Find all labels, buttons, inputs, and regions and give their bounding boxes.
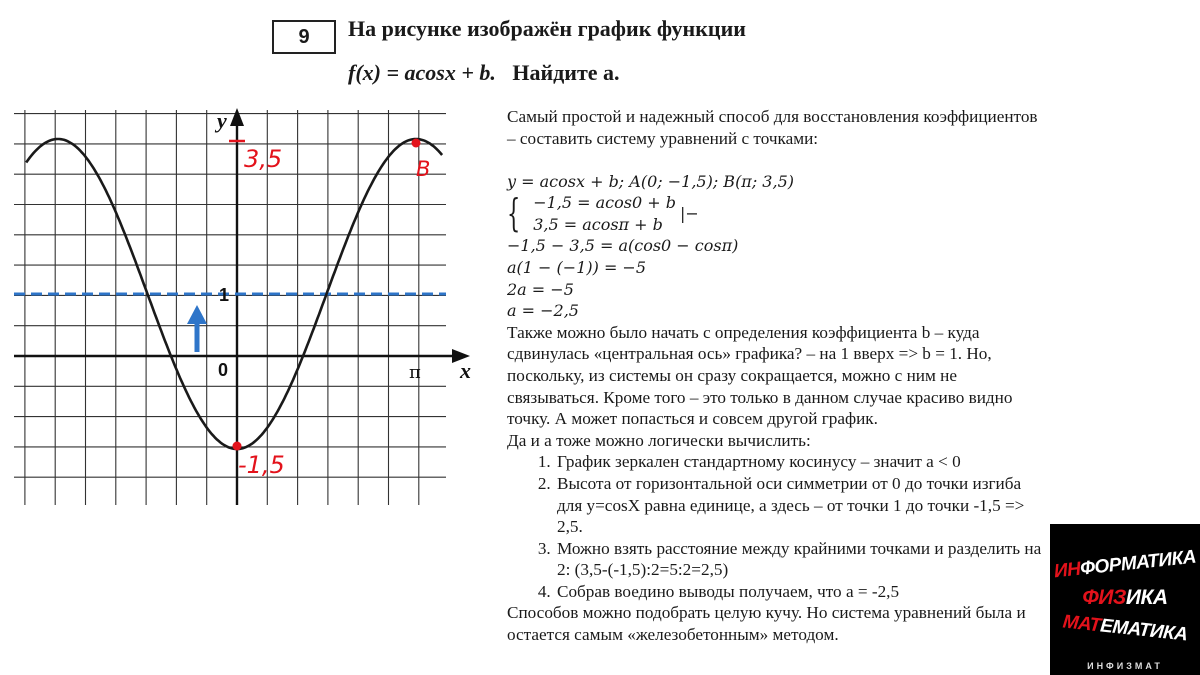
x-axis xyxy=(14,349,470,363)
task-number-box xyxy=(272,20,336,54)
list-item: 1. График зеркален стандартному косинусу – значит а < 0 xyxy=(555,451,1047,473)
top-value-label: 3,5 xyxy=(244,145,283,173)
origin-label: 0 xyxy=(218,360,229,380)
y-axis-label: y xyxy=(217,108,227,133)
bottom-value-label: -1,5 xyxy=(238,451,285,479)
function-graph xyxy=(0,100,475,510)
equation-step-3: a(1 − (−1)) = −5 xyxy=(507,257,647,277)
system-line-2: 3,5 = acosπ + b xyxy=(533,214,663,234)
infizmat-logo: ИНФОРМАТИКА ФИЗИКА МАТЕМАТИКА ИНФИЗМАТ xyxy=(1050,524,1200,675)
task-formula-text: f(x) = acosx + b. xyxy=(348,60,496,85)
x-axis-label: x xyxy=(460,358,471,383)
list-item: 2. Высота от горизонтальной оси симметрии от 0 до точки изгиба для y=cosX равна единице, а здесь – от точки 1 до точки -1,5 => 2,5. xyxy=(555,473,1047,538)
solution-closing: Способов можно подобрать целую кучу. Но система уравнений была и остается самым «железобетонным» методом. xyxy=(507,603,1026,645)
solution-paragraph-2: Да и а тоже можно логически вычислить: xyxy=(507,430,811,450)
equation-step-4: 2a = −5 xyxy=(507,279,574,299)
tick-pi-label: π xyxy=(409,362,421,383)
system-line-1: −1,5 = acos0 + b xyxy=(533,193,676,213)
equation-system xyxy=(507,192,1047,235)
solution-text xyxy=(507,106,1047,646)
point-a-marker xyxy=(233,442,242,451)
task-number: 9 xyxy=(298,25,310,48)
reasoning-list xyxy=(507,451,1047,602)
tick-one-label: 1 xyxy=(219,285,230,305)
equation-step-2: −1,5 − 3,5 = a(cos0 − cosπ) xyxy=(507,236,739,256)
equation-setup: y = acosx + b; A(0; −1,5); B(π; 3,5) xyxy=(507,171,794,191)
list-item: 3. Можно взять расстояние между крайними точками и разделить на 2: (3,5-(-1,5):2=5:2=2,5) xyxy=(555,538,1047,581)
system-brace: { xyxy=(507,191,521,236)
solution-intro: Самый простой и надежный способ для восстановления коэффициентов – составить систему уравнений с точками: xyxy=(507,107,1038,148)
up-arrow-icon xyxy=(187,305,207,352)
point-b-marker xyxy=(412,139,421,148)
task-formula xyxy=(348,60,620,86)
equation-step-5: a = −2,5 xyxy=(507,301,579,321)
point-b-label: B xyxy=(416,157,431,181)
system-subtract-mark: |− xyxy=(679,204,699,224)
task-question: Найдите a. xyxy=(512,60,620,85)
task-title: На рисунке изображён график функции xyxy=(348,16,746,41)
list-item: 4. Собрав воедино выводы получаем, что а = -2,5 xyxy=(555,581,1047,603)
solution-paragraph-1: Также можно было начать с определения коэффициента b – куда сдвинулась «центральная ось» графика? – на 1 вверх => b = 1. Но, поскольку, из системы он сразу сокращается, можно с ним не связываться. Кроме того – это только в данном случае красиво видно точку. А может попасться и совсем другой график. xyxy=(507,322,1013,429)
